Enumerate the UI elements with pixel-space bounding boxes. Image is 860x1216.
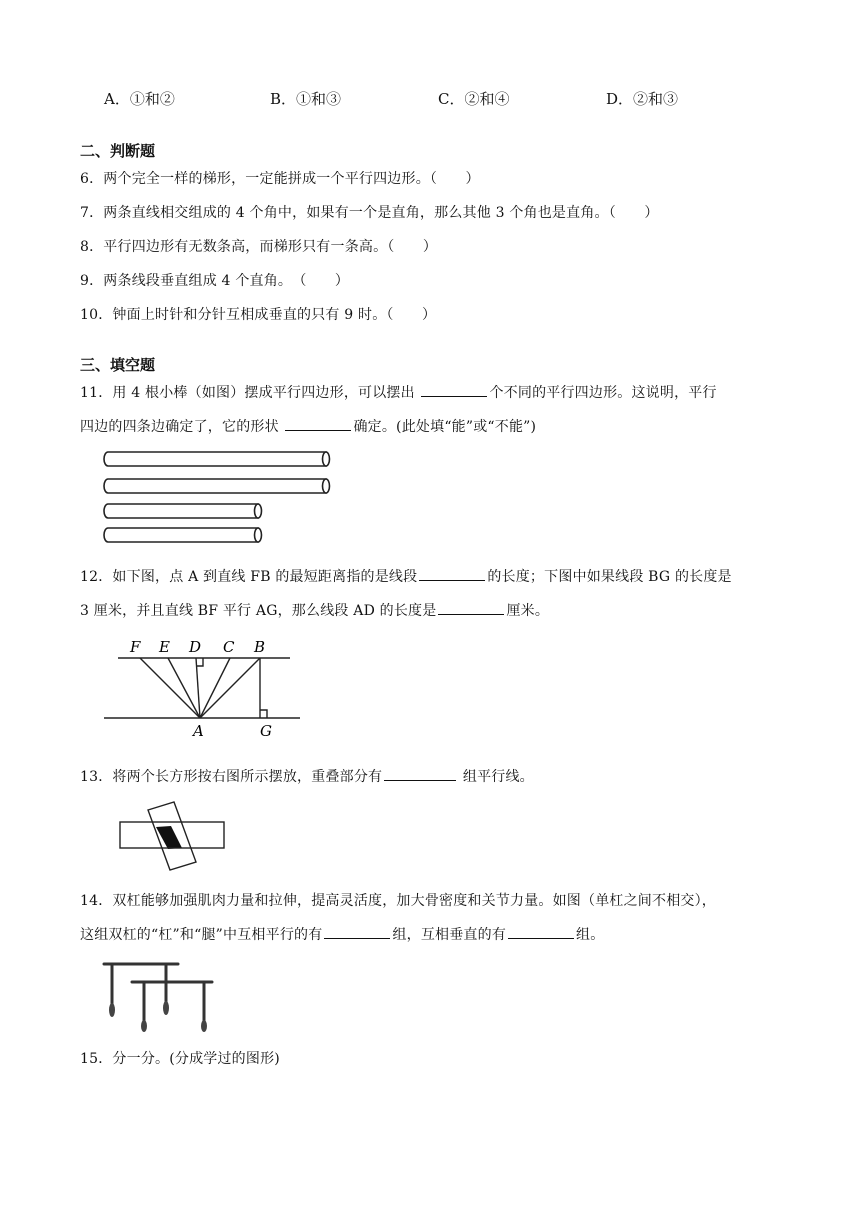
question-13: 13．将两个长方形按右图所示摆放，重叠部分有 组平行线。 — [80, 766, 534, 786]
answer-blank[interactable] — [384, 766, 456, 781]
parallel-bars-figure — [100, 956, 220, 1032]
section-title-fill: 三、填空题 — [80, 356, 156, 374]
label-a: A — [193, 722, 204, 740]
label-d: D — [189, 638, 202, 656]
sticks-figure — [100, 448, 340, 548]
answer-blank[interactable] — [285, 416, 351, 431]
option-b[interactable]: B．①和③ — [270, 90, 342, 108]
option-a[interactable]: A．①和② — [104, 90, 175, 108]
question-10: 10．钟面上时针和分针互相成垂直的只有 9 时。（ ） — [80, 307, 437, 323]
question-14-line2: 这组双杠的“杠”和“腿”中互相平行的有 组，互相垂直的有 组。 — [80, 924, 604, 944]
stick-long-2 — [104, 479, 330, 493]
question-11-line1: 11．用 4 根小棒（如图）摆成平行四边形，可以摆出 个不同的平行四边形。这说明，平行 — [80, 382, 717, 402]
question-15: 15．分一分。(分成学过的图形) — [80, 1051, 280, 1067]
segment-ab — [200, 658, 260, 718]
question-6: 6．两个完全一样的梯形，一定能拼成一个平行四边形。（ ） — [80, 171, 480, 187]
segment-ac — [200, 658, 230, 718]
label-b: B — [254, 638, 266, 656]
option-d[interactable]: D．②和③ — [606, 90, 679, 108]
segment-ae — [168, 658, 200, 718]
overlap-region — [156, 826, 182, 849]
overlap-rectangles-figure — [116, 800, 228, 874]
segment-ad — [196, 658, 200, 718]
question-11-line2: 四边的四条边确定了，它的形状 确定。(此处填“能”或“不能”) — [80, 416, 536, 436]
question-8: 8．平行四边形有无数条高，而梯形只有一条高。（ ） — [80, 239, 438, 255]
stick-short-2 — [104, 528, 262, 542]
label-f: F — [130, 638, 141, 656]
section-title-judgement: 二、判断题 — [80, 142, 156, 160]
answer-blank[interactable] — [419, 566, 485, 581]
label-c: C — [223, 638, 235, 656]
question-12-line1: 12．如下图，点 A 到直线 FB 的最短距离指的是线段 的长度；下图中如果线段 BG 的长度是 — [80, 566, 732, 586]
label-e: E — [159, 638, 170, 656]
right-angle-mark-g — [260, 710, 267, 718]
segment-af — [140, 658, 200, 718]
question-7: 7．两条直线相交组成的 4 个角中，如果有一个是直角，那么其他 3 个角也是直角。（ ） — [80, 205, 659, 221]
answer-blank[interactable] — [421, 382, 487, 397]
options-row — [104, 88, 744, 110]
option-c[interactable]: C．②和④ — [438, 90, 510, 108]
perpendicular-figure — [100, 630, 310, 742]
answer-blank[interactable] — [508, 924, 574, 939]
question-9: 9．两条线段垂直组成 4 个直角。 （ ） — [80, 273, 350, 289]
question-14-line1: 14．双杠能够加强肌肉力量和拉伸，提高灵活度，加大骨密度和关节力量。如图（单杠之间不相交）， — [80, 893, 717, 909]
stick-short-1 — [104, 504, 262, 518]
answer-blank[interactable] — [324, 924, 390, 939]
question-12-line2: 3 厘米，并且直线 BF 平行 AG，那么线段 AD 的长度是 厘米。 — [80, 600, 549, 620]
answer-blank[interactable] — [438, 600, 504, 615]
label-g: G — [260, 722, 272, 740]
stick-long-1 — [104, 452, 330, 466]
